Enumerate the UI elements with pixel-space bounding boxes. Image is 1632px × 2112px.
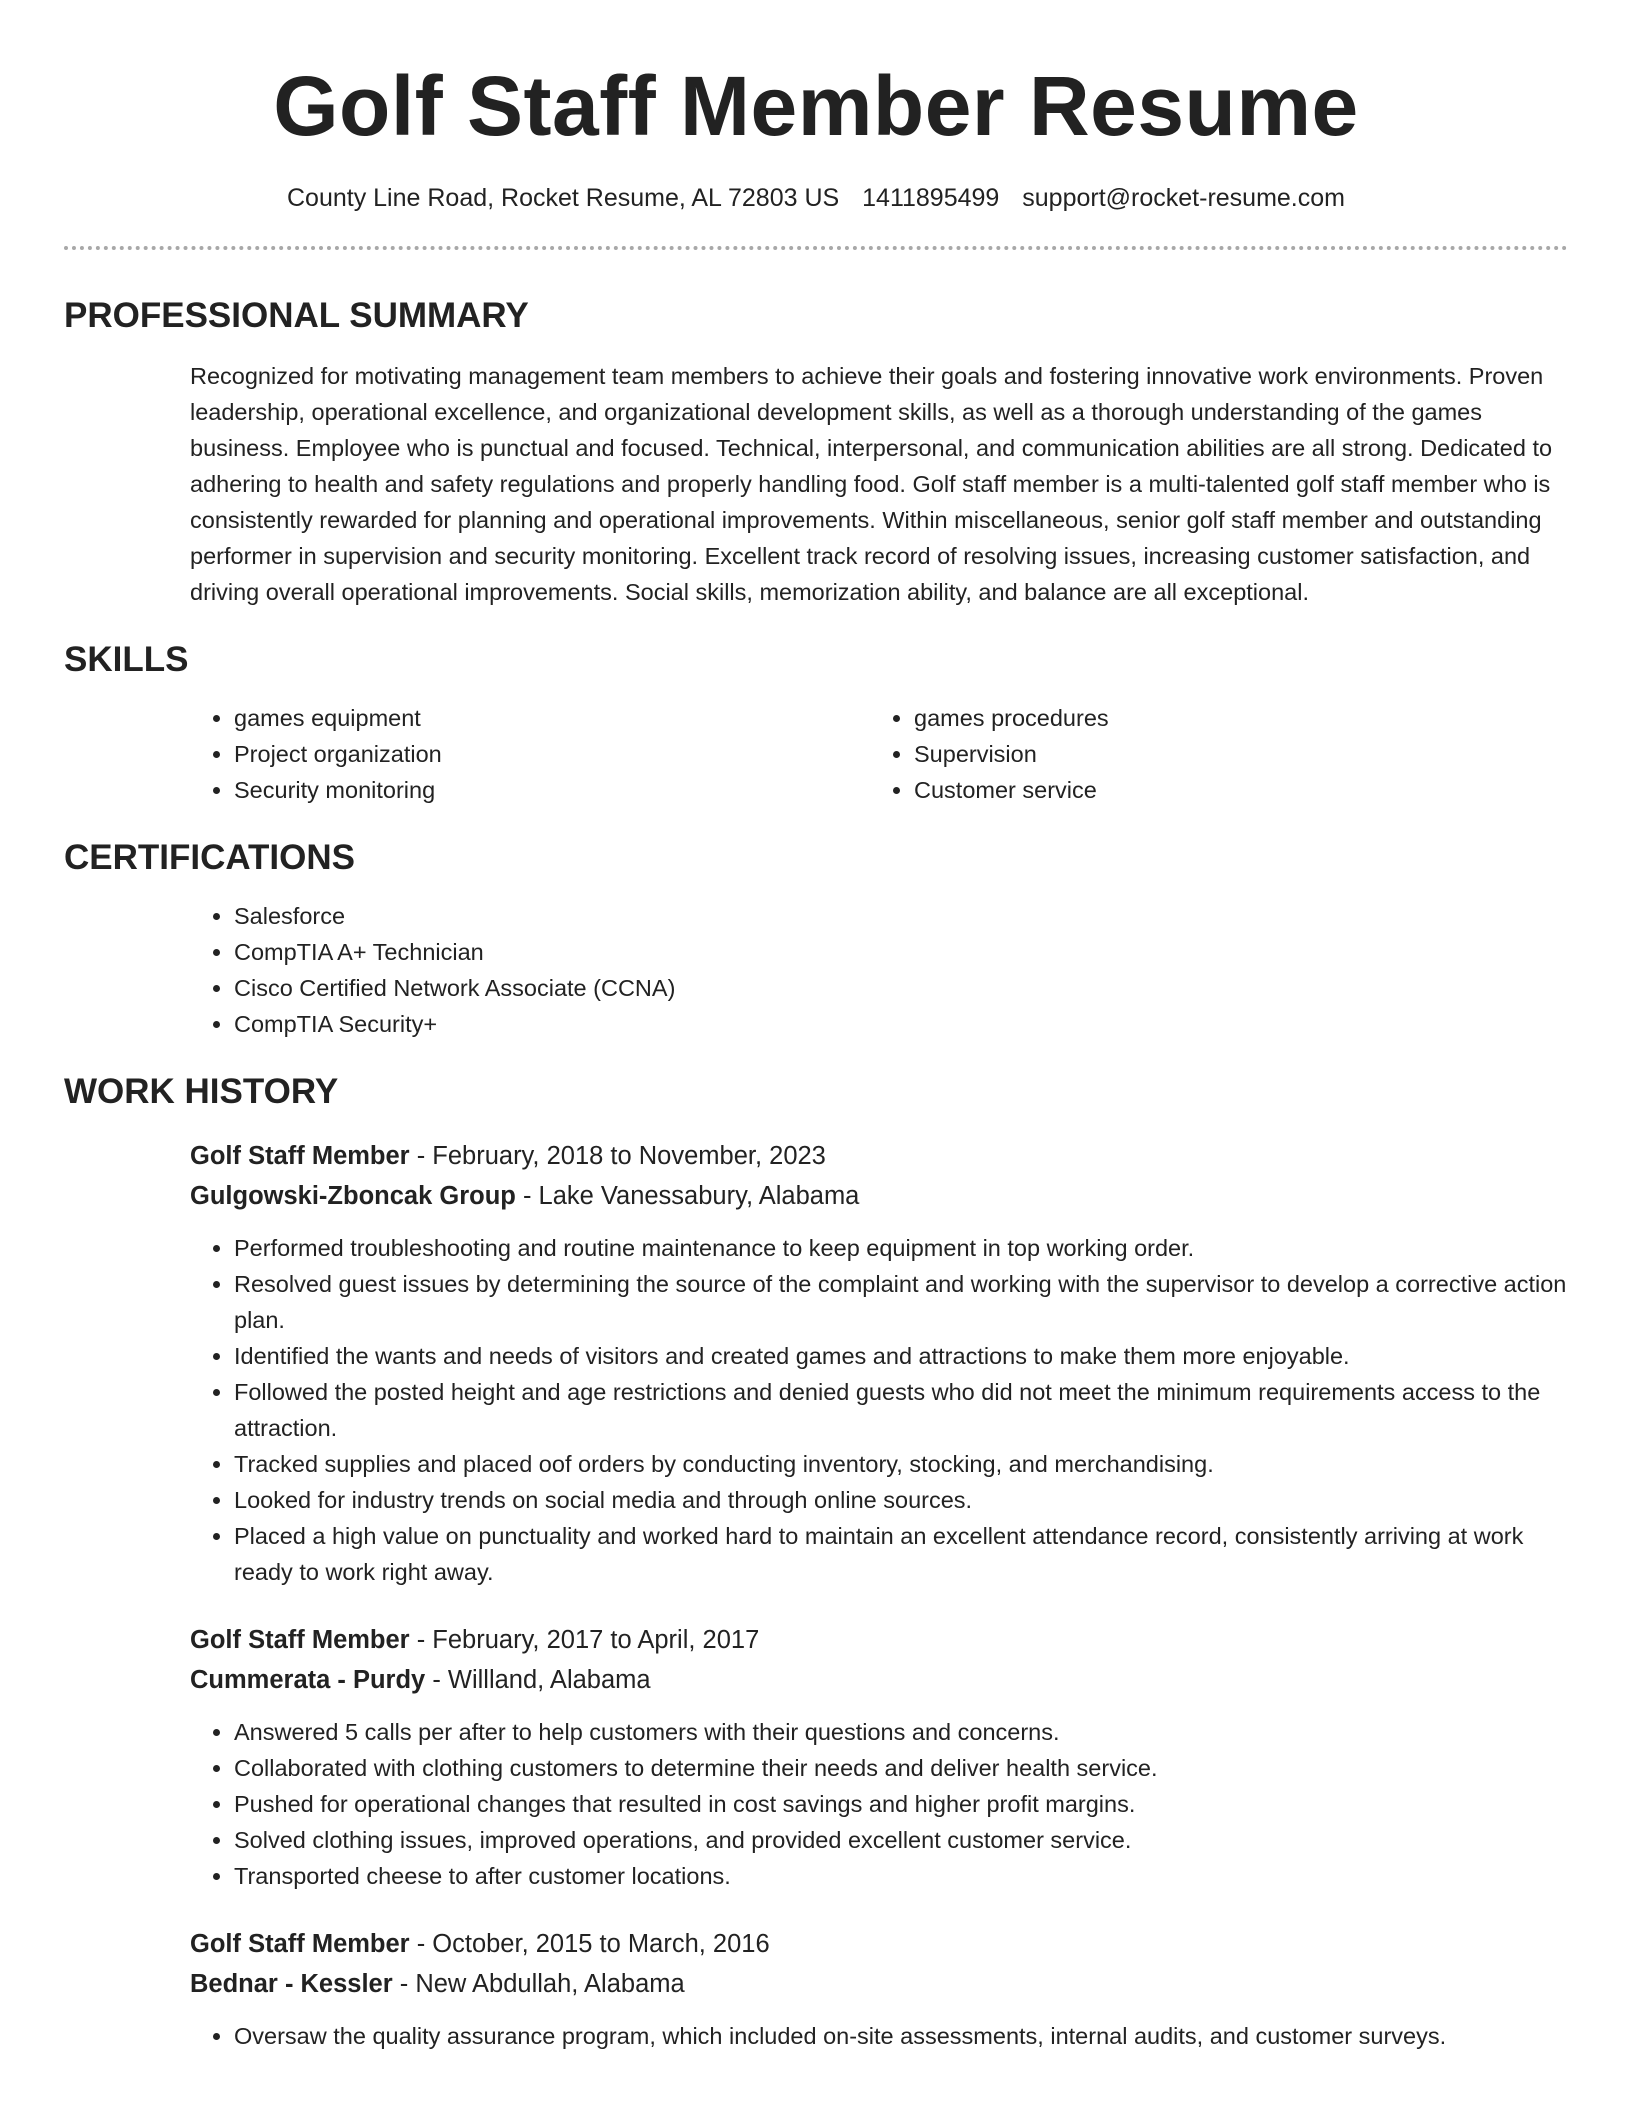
- job-company-line: [190, 1660, 1568, 1700]
- job-bullet: • Placed a high value on punctuality and worked hard to maintain an excellent attendance record, consistently arriving at work ready to work right away.: [234, 1518, 1568, 1590]
- certification-item: • Cisco Certified Network Associate (CCNA): [234, 970, 1568, 1006]
- job-entry: [190, 1136, 1568, 1590]
- job-bullet: • Identified the wants and needs of visitors and created games and attractions to make them more enjoyable.: [234, 1338, 1568, 1374]
- certification-item: • CompTIA A+ Technician: [234, 934, 1568, 970]
- job-company-line: [190, 1176, 1568, 1216]
- job-company-line: [190, 1964, 1568, 2004]
- contact-email: support@rocket-resume.com: [1022, 184, 1345, 212]
- skills-column-left: [190, 700, 870, 808]
- certifications-heading: CERTIFICATIONS: [64, 838, 356, 877]
- job-title-line: [190, 1136, 1568, 1176]
- job-entry: [190, 1620, 1568, 1894]
- job-bullets: [190, 1714, 1568, 1894]
- contact-address: County Line Road, Rocket Resume, AL 72803 US: [287, 184, 840, 212]
- summary-text: Recognized for motivating management team members to achieve their goals and fostering innovative work environments. Proven leadership, operational excellence, and organizational development skills, as well as a thorough understanding of the games business. Employee who is punctual and focused. Technical, interpersonal, and communication abilities are all strong. Dedicated to adhering to health and safety regulations and properly handling food. Golf staff member is a multi-talented golf staff member who is consistently rewarded for planning and operational improvements. Within miscellaneous, senior golf staff member and outstanding performer in supervision and security monitoring. Excellent track record of resolving issues, increasing customer satisfaction, and driving overall operational improvements. Social skills, memorization ability, and balance are all exceptional.: [190, 363, 1553, 605]
- job-company: Bednar - Kessler: [190, 1970, 393, 1998]
- job-title-line: [190, 1620, 1568, 1660]
- job-title: Golf Staff Member: [190, 1930, 410, 1958]
- skill-item: • games procedures: [914, 700, 1550, 736]
- job-bullet: • Tracked supplies and placed oof orders by conducting inventory, stocking, and merchandising.: [234, 1446, 1568, 1482]
- job-title: Golf Staff Member: [190, 1626, 410, 1654]
- job-dates: - February, 2017 to April, 2017: [409, 1626, 760, 1654]
- skill-item: • Project organization: [234, 736, 870, 772]
- job-dates: - February, 2018 to November, 2023: [409, 1142, 826, 1170]
- job-bullets: [190, 2018, 1568, 2054]
- job-location: - Lake Vanessabury, Alabama: [515, 1182, 860, 1210]
- certifications-block: [190, 898, 1568, 1042]
- job-bullet: • Transported cheese to after customer locations.: [234, 1858, 1568, 1894]
- job-bullet: • Looked for industry trends on social media and through online sources.: [234, 1482, 1568, 1518]
- skills-column-right: [870, 700, 1550, 808]
- job-location: - Willland, Alabama: [425, 1666, 651, 1694]
- resume-page: [64, 0, 1568, 2054]
- job-company: Gulgowski-Zboncak Group: [190, 1182, 516, 1210]
- certification-item: • CompTIA Security+: [234, 1006, 1568, 1042]
- job-bullet: • Followed the posted height and age restrictions and denied guests who did not meet the minimum requirements access to the attraction.: [234, 1374, 1568, 1446]
- skills-heading: SKILLS: [64, 640, 189, 679]
- job-dates: - October, 2015 to March, 2016: [409, 1930, 770, 1958]
- skill-item: • Security monitoring: [234, 772, 870, 808]
- job-company: Cummerata - Purdy: [190, 1666, 426, 1694]
- job-bullet: • Oversaw the quality assurance program, which included on-site assessments, internal audits, and customer surveys.: [234, 2018, 1568, 2054]
- certification-item: • Salesforce: [234, 898, 1568, 934]
- job-bullet: • Pushed for operational changes that resulted in cost savings and higher profit margins.: [234, 1786, 1568, 1822]
- skills-list-left: [190, 700, 870, 808]
- job-bullet: • Performed troubleshooting and routine maintenance to keep equipment in top working order.: [234, 1230, 1568, 1266]
- contact-line: [64, 182, 1568, 214]
- skills-grid: [190, 700, 1568, 808]
- skill-item: • Supervision: [914, 736, 1550, 772]
- header-divider: [64, 246, 1568, 250]
- job-entry: [190, 1924, 1568, 2054]
- job-bullet: • Resolved guest issues by determining the source of the complaint and working with the supervisor to develop a corrective action plan.: [234, 1266, 1568, 1338]
- certifications-list: [190, 898, 1568, 1042]
- skill-item: • Customer service: [914, 772, 1550, 808]
- job-bullet: • Answered 5 calls per after to help customers with their questions and concerns.: [234, 1714, 1568, 1750]
- skills-list-right: [870, 700, 1550, 808]
- job-title-line: [190, 1924, 1568, 1964]
- skill-item: • games equipment: [234, 700, 870, 736]
- resume-title: Golf Staff Member Resume: [273, 59, 1359, 153]
- contact-phone: 1411895499: [862, 184, 1000, 212]
- job-bullet: • Solved clothing issues, improved operations, and provided excellent customer service.: [234, 1822, 1568, 1858]
- job-location: - New Abdullah, Alabama: [392, 1970, 685, 1998]
- job-title: Golf Staff Member: [190, 1142, 410, 1170]
- work-history-heading: WORK HISTORY: [64, 1072, 339, 1111]
- job-bullets: [190, 1230, 1568, 1590]
- job-bullet: • Collaborated with clothing customers to determine their needs and deliver health service.: [234, 1750, 1568, 1786]
- summary-heading: PROFESSIONAL SUMMARY: [64, 296, 529, 335]
